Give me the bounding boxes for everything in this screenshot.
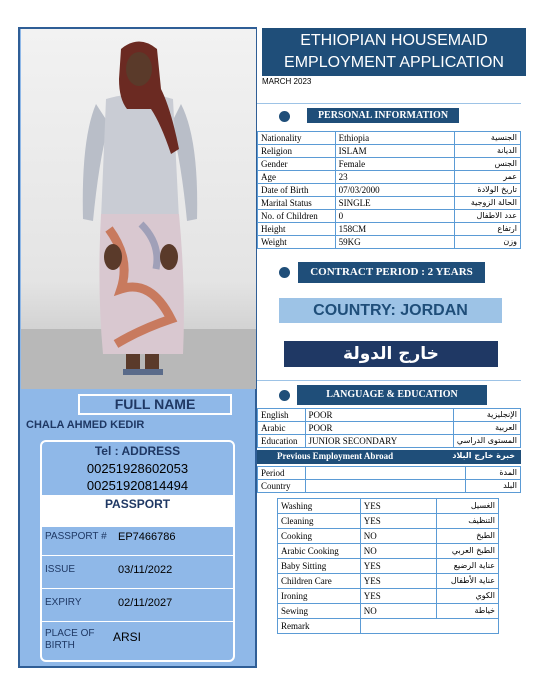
skill-row: [278, 604, 499, 619]
personal-label: Age: [258, 171, 336, 184]
skill-ar: خياطة: [437, 604, 499, 619]
previous-row: [258, 467, 521, 480]
previous-label: Country: [258, 480, 306, 493]
skill-label: Baby Sitting: [278, 559, 361, 574]
personal-row: [258, 236, 521, 249]
previous-value: [306, 480, 465, 493]
place-of-birth-label-2: BIRTH: [45, 640, 75, 651]
phone-number-1: 00251928602053: [86, 461, 189, 476]
personal-ar: الديانة: [455, 145, 521, 158]
skill-value: NO: [360, 544, 437, 559]
language-education-header: LANGUAGE & EDUCATION: [297, 385, 487, 405]
skill-row: [278, 514, 499, 529]
language-row: [258, 435, 521, 448]
full-name-label: FULL NAME: [78, 394, 232, 415]
divider: [257, 380, 521, 381]
personal-row: [258, 184, 521, 197]
skill-row: [278, 544, 499, 559]
skill-value: YES: [360, 514, 437, 529]
personal-info-header: PERSONAL INFORMATION: [307, 108, 459, 123]
personal-row: [258, 171, 521, 184]
personal-ar: وزن: [455, 236, 521, 249]
personal-row: [258, 197, 521, 210]
personal-row: [258, 210, 521, 223]
skill-label: Children Care: [278, 574, 361, 589]
personal-value: SINGLE: [335, 197, 455, 210]
personal-ar: ارتفاع: [455, 223, 521, 236]
language-ar: الإنجليزية: [453, 409, 520, 422]
remark-label: Remark: [278, 619, 361, 634]
language-ar: العربية: [453, 422, 520, 435]
skill-value: YES: [360, 559, 437, 574]
skill-ar: عناية الأطفال: [437, 574, 499, 589]
passport-title: PASSPORT: [104, 497, 171, 511]
skill-ar: الغسيل: [437, 499, 499, 514]
personal-value: 59KG: [335, 236, 455, 249]
skill-row: [278, 529, 499, 544]
language-row: [258, 409, 521, 422]
personal-label: No. of Children: [258, 210, 336, 223]
skills-table: [277, 498, 499, 634]
skill-label: Cleaning: [278, 514, 361, 529]
skill-label: Washing: [278, 499, 361, 514]
language-value: POOR: [305, 409, 453, 422]
previous-ar: البلد: [465, 480, 520, 493]
application-date: MARCH 2023: [262, 77, 312, 86]
previous-employment-header: [257, 450, 521, 464]
passport-number-label: PASSPORT #: [45, 531, 107, 542]
previous-employment-title: Previous Employment Abroad: [277, 451, 394, 461]
skill-ar: الطبخ العربي: [437, 544, 499, 559]
personal-value: ISLAM: [335, 145, 455, 158]
skill-label: Ironing: [278, 589, 361, 604]
expiry-date-value: 02/11/2027: [118, 597, 173, 609]
language-label: English: [258, 409, 306, 422]
personal-row: [258, 132, 521, 145]
contract-period-header: CONTRACT PERIOD : 2 YEARS: [298, 262, 485, 283]
issue-date-value: 03/11/2022: [118, 564, 173, 576]
skill-row: [278, 499, 499, 514]
personal-row: [258, 158, 521, 171]
skill-label: Sewing: [278, 604, 361, 619]
arabic-country-label: خارج الدولة: [284, 341, 498, 367]
skill-label: Arabic Cooking: [278, 544, 361, 559]
personal-label: Weight: [258, 236, 336, 249]
skill-value: YES: [360, 499, 437, 514]
skill-value: YES: [360, 589, 437, 604]
skill-value: NO: [360, 604, 437, 619]
personal-value: Ethiopia: [335, 132, 455, 145]
divider: [42, 588, 233, 589]
application-title: [262, 28, 526, 76]
previous-row: [258, 480, 521, 493]
bullet-icon: [279, 390, 290, 401]
remark-row: [278, 619, 499, 634]
previous-value: [306, 467, 465, 480]
skill-ar: الكوي: [437, 589, 499, 604]
divider: [257, 103, 521, 104]
skill-value: YES: [360, 574, 437, 589]
personal-value: Female: [335, 158, 455, 171]
personal-label: Date of Birth: [258, 184, 336, 197]
title-line-1: ETHIOPIAN HOUSEMAID: [300, 32, 488, 49]
personal-value: 23: [335, 171, 455, 184]
remark-value: [360, 619, 498, 634]
skill-ar: التنظيف: [437, 514, 499, 529]
personal-row: [258, 223, 521, 236]
personal-ar: عدد الاطفال: [455, 210, 521, 223]
personal-label: Gender: [258, 158, 336, 171]
previous-ar: المدة: [465, 467, 520, 480]
bullet-icon: [279, 267, 290, 278]
place-of-birth-value: ARSI: [113, 630, 142, 644]
title-line-2: EMPLOYMENT APPLICATION: [284, 54, 504, 71]
divider: [42, 621, 233, 622]
skill-row: [278, 574, 499, 589]
skill-label: Cooking: [278, 529, 361, 544]
skill-value: NO: [360, 529, 437, 544]
personal-ar: تاريخ الولادة: [455, 184, 521, 197]
personal-label: Height: [258, 223, 336, 236]
passport-number-value: EP7466786: [118, 531, 176, 543]
personal-ar: الجنس: [455, 158, 521, 171]
personal-value: 0: [335, 210, 455, 223]
language-label: Education: [258, 435, 306, 448]
skill-ar: الطبخ: [437, 529, 499, 544]
candidate-photo: [21, 29, 256, 389]
language-label: Arabic: [258, 422, 306, 435]
destination-country: COUNTRY: JORDAN: [279, 298, 502, 323]
personal-label: Marital Status: [258, 197, 336, 210]
language-row: [258, 422, 521, 435]
language-ar: المستوى الدراسي: [453, 435, 520, 448]
language-table: [257, 408, 521, 448]
tel-address-label: Tel : ADDRESS: [94, 444, 181, 458]
place-of-birth-label: PLACE OF: [45, 628, 95, 639]
personal-row: [258, 145, 521, 158]
personal-label: Nationality: [258, 132, 336, 145]
divider: [42, 555, 233, 556]
previous-employment-table: [257, 466, 521, 493]
phone-number-2: 00251920814494: [86, 478, 189, 493]
language-value: POOR: [305, 422, 453, 435]
bullet-icon: [279, 111, 290, 122]
candidate-name: CHALA AHMED KEDIR: [26, 419, 145, 431]
personal-ar: عمر: [455, 171, 521, 184]
skill-row: [278, 559, 499, 574]
personal-info-table: [257, 131, 521, 249]
personal-ar: الجنسية: [455, 132, 521, 145]
previous-employment-title-ar: خبرة خارج البلاد: [452, 451, 515, 460]
personal-label: Religion: [258, 145, 336, 158]
person-photo-illustration: [21, 29, 256, 389]
personal-value: 158CM: [335, 223, 455, 236]
previous-label: Period: [258, 467, 306, 480]
language-value: JUNIOR SECONDARY: [305, 435, 453, 448]
expiry-label: EXPIRY: [45, 597, 82, 608]
personal-value: 07/03/2000: [335, 184, 455, 197]
skill-row: [278, 589, 499, 604]
personal-ar: الحالة الزوجية: [455, 197, 521, 210]
skill-ar: عناية الرضيع: [437, 559, 499, 574]
issue-label: ISSUE: [45, 564, 76, 575]
